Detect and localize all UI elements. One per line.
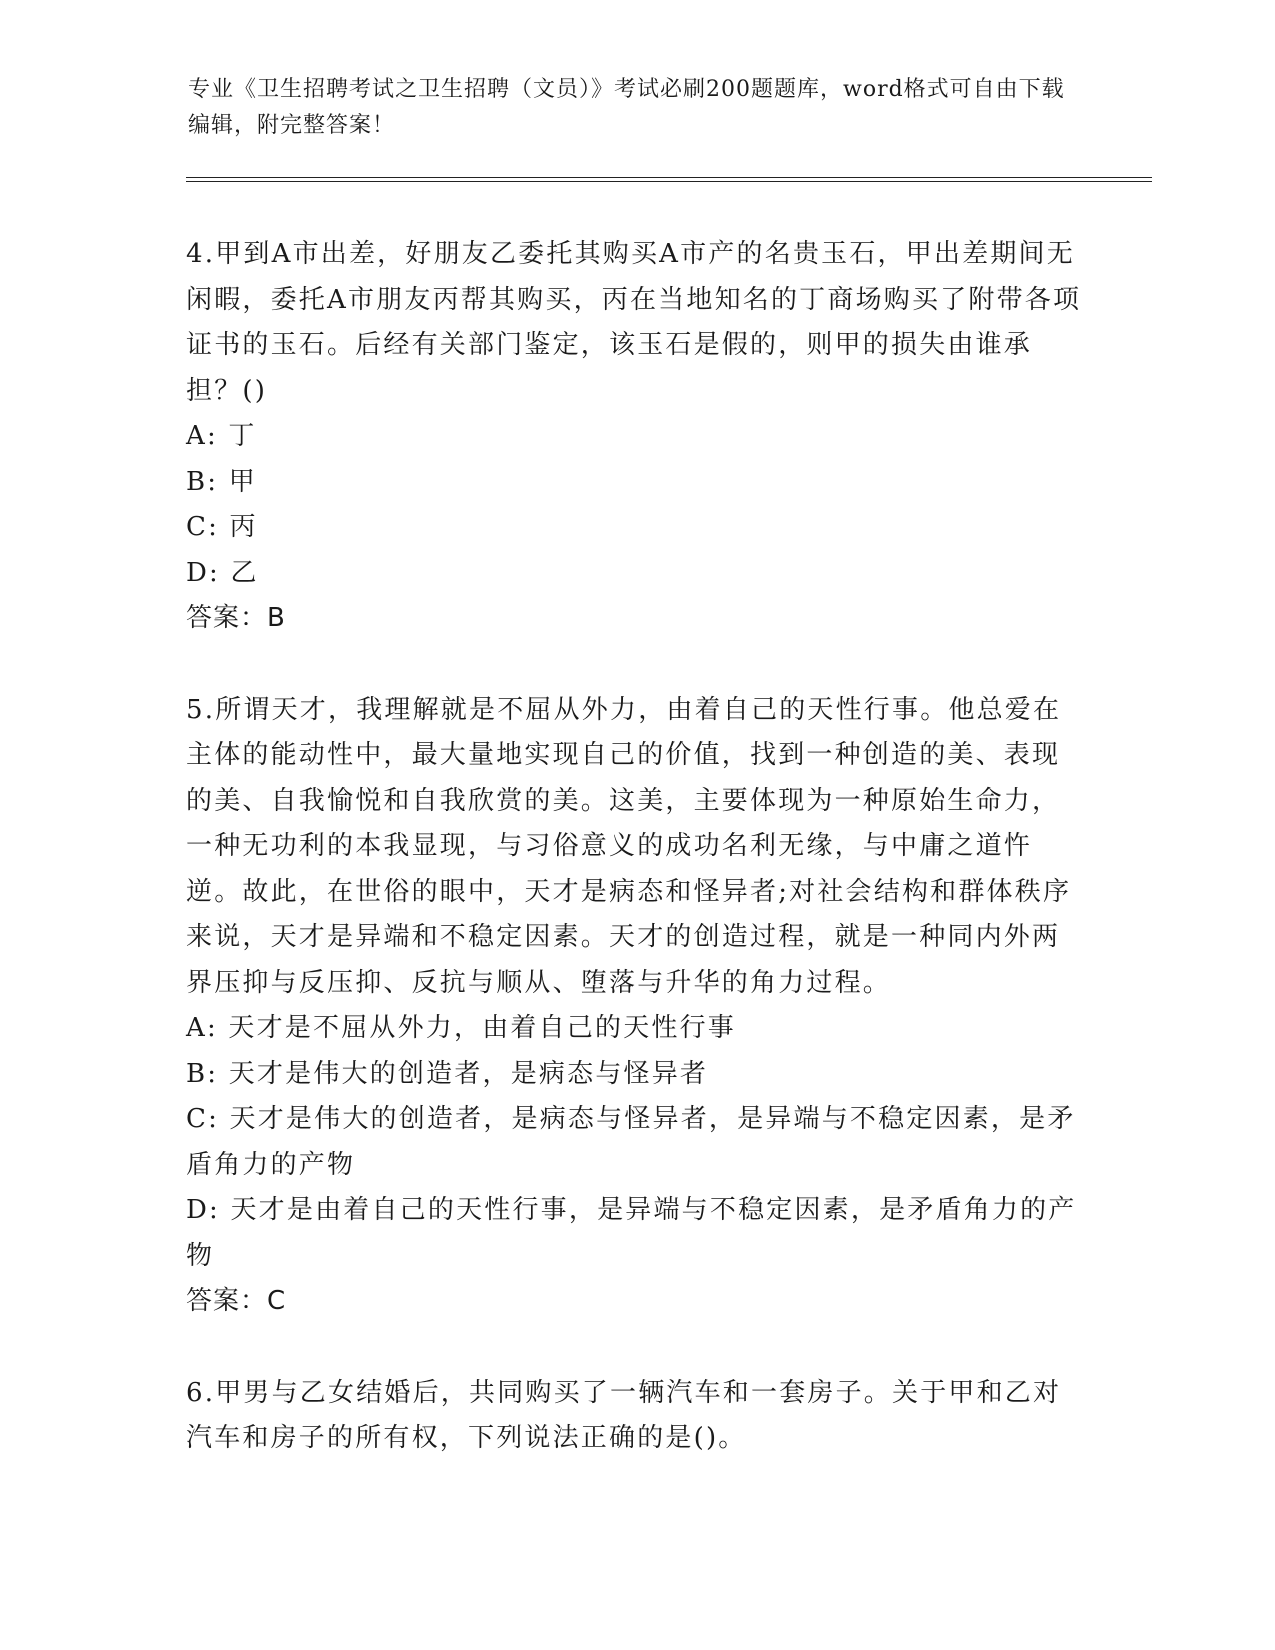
- option-c: C: 天才是伟大的创造者，是病态与怪异者，是异端与不稳定因素，是矛盾角力的产物: [186, 1104, 1076, 1180]
- question-5: [186, 688, 1086, 1325]
- question-4: [186, 232, 1086, 642]
- option-b: B: 甲: [186, 466, 257, 497]
- question-list: [186, 232, 1086, 1508]
- answer-line: 答案：C: [186, 1286, 287, 1316]
- option-a: A: 天才是不屈从外力，由着自己的天性行事: [186, 1013, 737, 1043]
- option-d: D: 乙: [186, 557, 259, 588]
- header-text: 专业《卫生招聘考试之卫生招聘（文员）》考试必刷200题题库，word格式可自由下载编辑，附完整答案！: [188, 77, 1065, 138]
- header-divider: [186, 177, 1152, 182]
- page-header: [188, 72, 1068, 144]
- question-stem: 5.所谓天才，我理解就是不屈从外力，由着自己的天性行事。他总爱在主体的能动性中，最大量地实现自己的价值，找到一种创造的美、表现的美、自我愉悦和自我欣赏的美。这美，主要体现为一种原始生命力，一种无功利的本我显现，与习俗意义的成功名利无缘，与中庸之道忤逆。故此，在世俗的眼中，天才是病态和怪异者;对社会结构和群体秩序来说，天才是异端和不稳定因素。天才的创造过程，就是一种同内外两界压抑与反压抑、反抗与顺从、堕落与升华的角力过程。: [186, 694, 1072, 998]
- question-stem: 6.甲男与乙女结婚后，共同购买了一辆汽车和一套房子。关于甲和乙对汽车和房子的所有权，下列说法正确的是()。: [186, 1377, 1062, 1453]
- option-b: B: 天才是伟大的创造者，是病态与怪异者: [186, 1058, 709, 1089]
- question-stem: 4.甲到A市出差，好朋友乙委托其购买A市产的名贵玉石，甲出差期间无闲暇，委托A市朋友丙帮其购买，丙在当地知名的丁商场购买了附带各项证书的玉石。后经有关部门鉴定，该玉石是假的，则甲的损失由谁承担？(): [186, 239, 1082, 406]
- question-6: [186, 1371, 1086, 1462]
- option-d: D: 天才是由着自己的天性行事，是异端与不稳定因素，是矛盾角力的产物: [186, 1195, 1077, 1271]
- answer-line: 答案：B: [186, 603, 286, 633]
- option-c: C: 丙: [186, 512, 258, 542]
- option-a: A: 丁: [186, 421, 257, 451]
